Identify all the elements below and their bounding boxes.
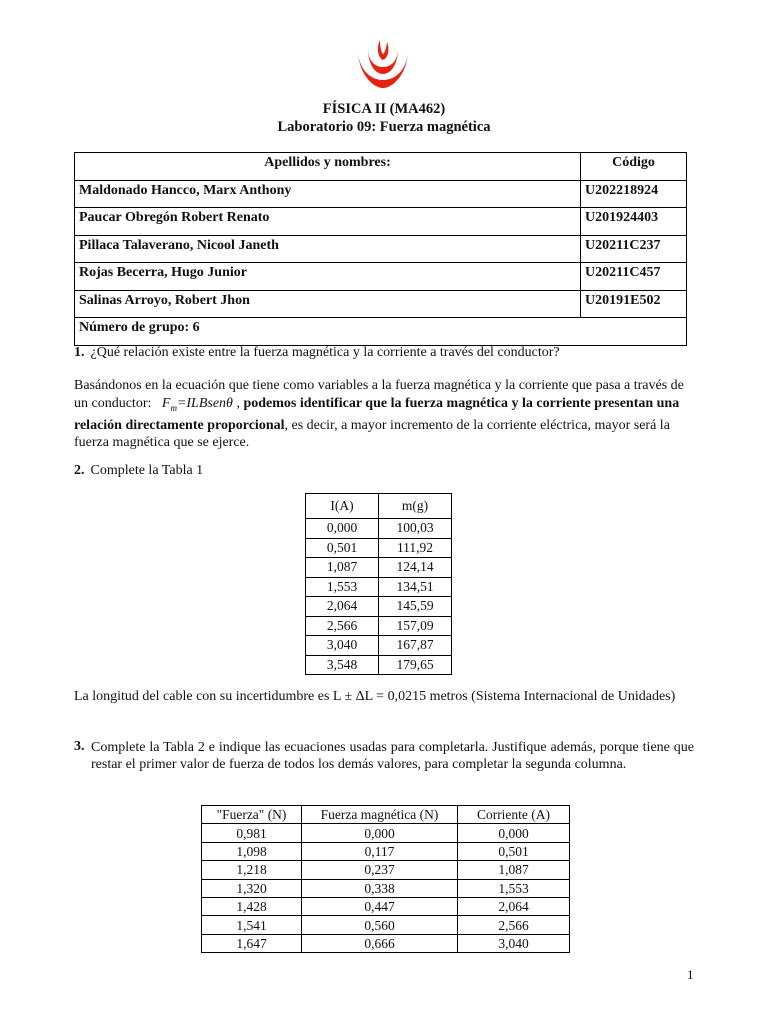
table-cell: 179,65 bbox=[379, 655, 452, 675]
table-cell: Fuerza magnética (N) bbox=[302, 806, 458, 824]
page-number: 1 bbox=[687, 967, 694, 982]
length-note: La longitud del cable con su incertidumbre es L ± ΔL = 0,0215 metros (Sistema Internacional de Unidades) bbox=[74, 689, 676, 704]
answer-1: Basándonos en la ecuación que tiene como variables a la fuerza magnética y la corriente que pasa a través de un conductor: $F_m=ILBsen\theta$ , podemos identificar que la fuerza magnética y la corriente presentan una relación directamente proporcional, es decir, a mayor incremento de la corriente eléctrica, mayor será la fuerza magnética que se ejerce. bbox=[74, 378, 684, 451]
table-cell: 0,666 bbox=[302, 934, 458, 952]
table-row bbox=[202, 934, 570, 952]
table-cell: 1,553 bbox=[306, 577, 379, 597]
table-cell: 1,541 bbox=[202, 916, 302, 934]
table-row bbox=[75, 208, 687, 236]
member-name: Maldonado Hancco, Marx Anthony bbox=[75, 180, 581, 208]
table-cell: 0,981 bbox=[202, 824, 302, 842]
member-name: Salinas Arroyo, Robert Jhon bbox=[75, 290, 581, 318]
table-cell: 1,087 bbox=[458, 861, 570, 879]
table-cell: 0,117 bbox=[302, 842, 458, 860]
table-cell: 2,064 bbox=[306, 597, 379, 617]
header-name: Apellidos y nombres: bbox=[75, 153, 581, 181]
header-code: Código bbox=[581, 153, 687, 181]
table-row bbox=[202, 861, 570, 879]
table-cell: 3,040 bbox=[458, 934, 570, 952]
answer-text-b: , es decir, a mayor incremento de la corriente eléctrica, mayor será la fuerza magnética que se ejerce. bbox=[74, 417, 670, 451]
table-row bbox=[306, 538, 452, 558]
table-cell: 111,92 bbox=[379, 538, 452, 558]
table-row bbox=[306, 597, 452, 617]
question-number: 1. bbox=[74, 345, 85, 360]
header-current: I(A) bbox=[306, 494, 379, 519]
answer-text-a: Basándonos en la ecuación que tiene como variables a la fuerza magnética y la corriente que pasa a través de un conductor: bbox=[74, 378, 684, 411]
table-cell: Corriente (A) bbox=[458, 806, 570, 824]
table-row bbox=[306, 519, 452, 539]
question-text: ¿Qué relación existe entre la fuerza magnética y la corriente a través del conductor? bbox=[90, 345, 560, 360]
table-cell: 3,548 bbox=[306, 655, 379, 675]
table-cell: 0,501 bbox=[458, 842, 570, 860]
table-row bbox=[202, 916, 570, 934]
table-cell: 1,087 bbox=[306, 558, 379, 578]
course-title: FÍSICA II (MA462) bbox=[322, 101, 446, 117]
question-number: 3. bbox=[74, 739, 85, 754]
table-cell: "Fuerza" (N) bbox=[202, 806, 302, 824]
table-cell: 0,560 bbox=[302, 916, 458, 934]
member-name: Rojas Becerra, Hugo Junior bbox=[75, 263, 581, 291]
table-cell: 1,320 bbox=[202, 879, 302, 897]
table-cell: 134,51 bbox=[379, 577, 452, 597]
table-row bbox=[75, 235, 687, 263]
table-row bbox=[75, 263, 687, 291]
table-cell: 2,064 bbox=[458, 897, 570, 915]
member-code: U202218924 bbox=[581, 180, 687, 208]
university-logo-icon bbox=[354, 36, 412, 90]
table-cell: 2,566 bbox=[458, 916, 570, 934]
table-cell: 2,566 bbox=[306, 616, 379, 636]
table-cell: 3,040 bbox=[306, 636, 379, 656]
table-cell: 1,553 bbox=[458, 879, 570, 897]
table-header-row bbox=[306, 494, 452, 519]
member-code: U20211C457 bbox=[581, 263, 687, 291]
table-row bbox=[75, 290, 687, 318]
table-cell: 157,09 bbox=[379, 616, 452, 636]
table-row bbox=[306, 655, 452, 675]
question-1 bbox=[74, 344, 694, 362]
table-row bbox=[202, 842, 570, 860]
members-table bbox=[74, 152, 687, 346]
table-cell: 1,098 bbox=[202, 842, 302, 860]
table-row bbox=[306, 636, 452, 656]
table-2 bbox=[201, 805, 570, 953]
table-row bbox=[306, 577, 452, 597]
table-row bbox=[306, 616, 452, 636]
table-cell: 0,338 bbox=[302, 879, 458, 897]
table-row bbox=[75, 318, 687, 346]
member-name: Paucar Obregón Robert Renato bbox=[75, 208, 581, 236]
member-name: Pillaca Talaverano, Nicool Janeth bbox=[75, 235, 581, 263]
question-text: Complete la Tabla 1 bbox=[90, 463, 204, 478]
table-cell: 100,03 bbox=[379, 519, 452, 539]
table-cell: 0,447 bbox=[302, 897, 458, 915]
table-cell: 0,000 bbox=[302, 824, 458, 842]
table-cell: 0,237 bbox=[302, 861, 458, 879]
table-cell: 0,000 bbox=[458, 824, 570, 842]
table-cell: 167,87 bbox=[379, 636, 452, 656]
member-code: U201924403 bbox=[581, 208, 687, 236]
table-row bbox=[202, 897, 570, 915]
question-number: 2. bbox=[74, 463, 85, 478]
answer-bold: podemos identificar que la fuerza magnética y la corriente presentan una relación directamente proporcional bbox=[74, 395, 680, 433]
force-equation: $F_m=ILBsen\theta$ bbox=[161, 395, 233, 413]
table-cell: 124,14 bbox=[379, 558, 452, 578]
table-cell: 1,218 bbox=[202, 861, 302, 879]
table-cell: 0,501 bbox=[306, 538, 379, 558]
header-mass: m(g) bbox=[379, 494, 452, 519]
table-cell: 145,59 bbox=[379, 597, 452, 617]
question-2 bbox=[74, 462, 694, 480]
member-code: U20191E502 bbox=[581, 290, 687, 318]
table-row bbox=[306, 558, 452, 578]
table-cell: 0,000 bbox=[306, 519, 379, 539]
table-1 bbox=[305, 493, 452, 675]
table-row bbox=[202, 879, 570, 897]
table-row bbox=[75, 180, 687, 208]
table-header-row bbox=[75, 153, 687, 181]
lab-title: Laboratorio 09: Fuerza magnética bbox=[277, 119, 491, 135]
table-header-row bbox=[202, 806, 570, 824]
table-cell: 1,647 bbox=[202, 934, 302, 952]
table-cell: 1,428 bbox=[202, 897, 302, 915]
member-code: U20211C237 bbox=[581, 235, 687, 263]
question-3-text: Complete la Tabla 2 e indique las ecuaciones usadas para completarla. Justifique además, porque tiene que restar el primer valor de fuerza de todos los demás valores, para completar la segunda columna. bbox=[91, 740, 694, 772]
group-number: Número de grupo: 6 bbox=[75, 318, 687, 346]
table-row bbox=[202, 824, 570, 842]
